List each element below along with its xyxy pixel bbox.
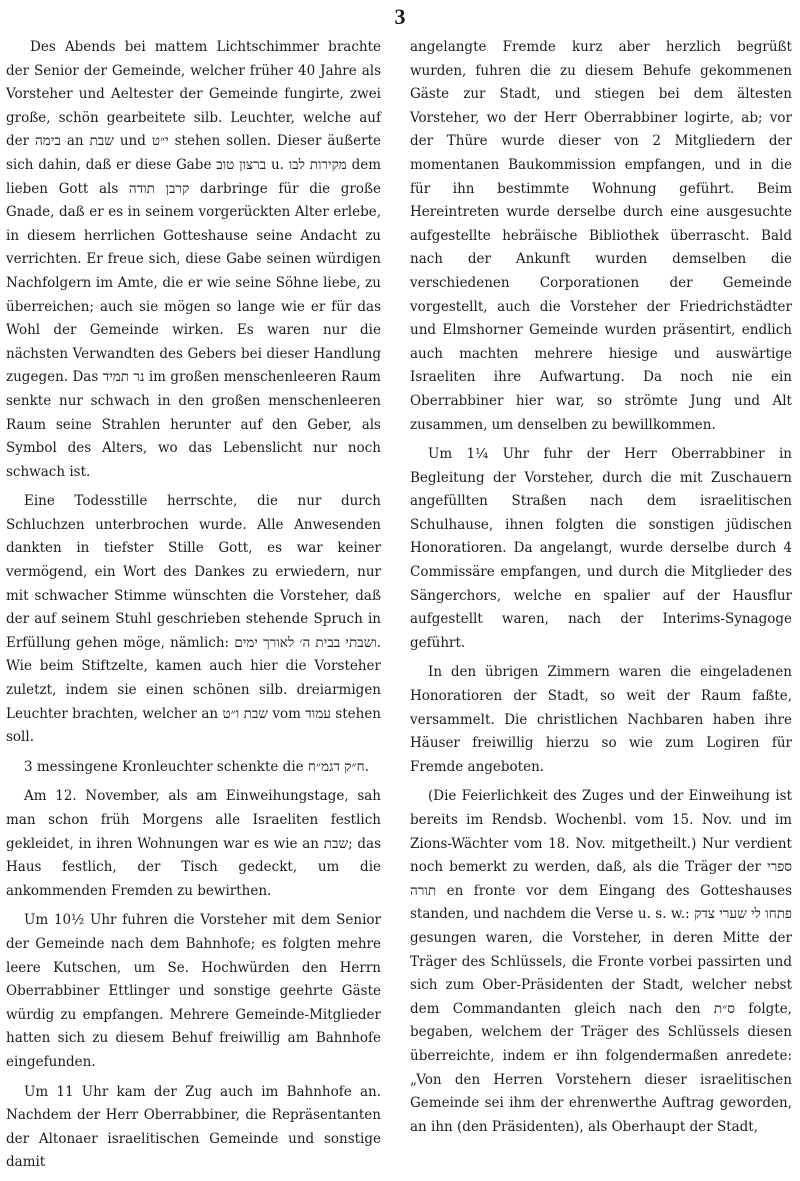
page-number: 3 (394, 4, 406, 29)
paragraph-candlesticks: Des Abends bei mattem Lichtschimmer brachte der Senior der Gemeinde, welcher früher 40 Jahre als Vorsteher und Aeltester der Gemeinde fungirte, zwei große, schön gearbeitete silb. Leuchter, welche auf der בימה an שבת und י״ט stehen sollen. Dieser äußerte sich dahin, daß er diese Gabe ברצון טוב u. מקירות לבו dem lieben Gott als קרבן תודה darbringe für die große Gnade, daß er es in seinem vorgerückten Alter erlebe, in diesem herrlichen Gotteshause seine Andacht zu verrichten. Er freue sich, diese Gabe seinen würdigen Nachfolgern im Amte, die er wie seine Söhne liebe, zu überreichen; auch sie mögen so lange wie er für das Wohl der Gemeinde wirken. Es waren nur die nächsten Verwandten des Gebers bei dieser Handlung zugegen. Das נר תמיד im großen menschenleeren Raum senkte nur schwach in den großen menschenleeren Raum seine Strahlen herunter auf den Geber, als Symbol des Alters, wo das Lebenslicht nur noch schwach ist. (6, 39, 381, 480)
left-column (6, 36, 381, 1181)
paragraph-station-departure: Um 10½ Uhr fuhren die Vorsteher mit dem Senior der Gemeinde nach dem Bahnhofe; es folgten mehre leere Kutschen, um Se. Hochwürden den Herrn Oberrabbiner Ettlinger und sonstige geehrte Gäste würdig zu empfangen. Mehrere Gemeinde-Mitglieder hatten sich zu diesem Behuf freiwillig am Bahnhofe eingefunden. (6, 912, 381, 1070)
paragraph-silence: Eine Todesstille herrschte, die nur durch Schluchzen unterbrochen wurde. Alle Anwesenden dankten in tiefster Stille Gott, es war keiner vermögend, ein Wort des Dankes zu erwiedern, nur mit schwacher Stimme wünschten die Vorsteher, daß der auf seinem Stuhl geschrieben stehende Spruch in Erfüllung gehen möge, nämlich: ושבתי בבית ה׳ לאורך ימים. Wie beim Stiftzelte, kamen auch hier die Vorsteher zuletzt, indem sie einen schönen silb. dreiarmigen Leuchter brachten, welcher an שבת ו״ט vom עמוד stehen soll. (6, 493, 381, 746)
paragraph-reception: angelangte Fremde kurz aber herzlich begrüßt wurden, fuhren die zu diesem Behufe gekommenen Gäste zur Stadt, und stiegen bei dem ältesten Vorsteher, wo der Herr Oberrabbiner logirte, ab; vor der Thüre wurde dieser von 2 Mitgliedern der momentanen Baukommission empfangen, und in die für ihn bestimmte Wohnung geführt. Beim Hereintreten wurde derselbe durch eine ausgesuchte aufgestellte hebräische Bibliothek überrascht. Bald nach der Ankunft wurden demselben die verschiedenen Corporationen der Gemeinde vorgestellt, auch die Vorsteher der Friedrichstädter und Elmshorner Gemeinde wurden präsentirt, endlich auch machten mehrere hiesige und auswärtige Israeliten ihre Aufwartung. Da noch nie ein Oberrabbiner hier war, so strömte Jung und Alt zusammen, um denselben zu bewillkommen. (410, 39, 792, 433)
paragraph-ceremony: (Die Feierlichkeit des Zuges und der Einweihung ist bereits im Rendsb. Wochenbl. vom 15. Nov. und im Zions-Wächter vom 18. Nov. mitgetheilt.) Nur verdient noch bemerkt zu werden, daß, als die Träger der ספרי תורה en fronte vor dem Eingang des Gotteshauses standen, und nachdem die Verse u. s. w.: פתחו לי שערי צדק gesungen waren, die Vorsteher, in deren Mitte der Träger des Schlüssels, die Fronte vorbei passirten und sich zum Ober-Präsidenten der Stadt, welcher nebst dem Commandanten gleich nach den ס״ת folgte, begaben, welchem der Träger des Schlüssels diesen überreichte, indem er ihn folgendermaßen anredete: „Von den Herren Vorstehern dieser israelitischen Gemeinde sei ihm der ehrenwerthe Auftrag geworden, an ihn (den Präsidenten), als Oberhaupt der Stadt, (410, 788, 792, 1135)
paragraph-dedication-day: Am 12. November, als am Einweihungstage, sah man schon früh Morgens alle Israeliten festlich gekleidet, in ihren Wohnungen war es wie an שבת; das Haus festlich, der Tisch gedeckt, um die ankommenden Fremden zu bewirthen. (6, 788, 381, 899)
paragraph-procession: Um 1¼ Uhr fuhr der Herr Oberrabbiner in Begleitung der Vorsteher, durch die mit Zuschauern angefüllten Straßen nach dem israelitischen Schulhause, ihnen folgten die sonstigen jüdischen Honoratioren. Da angelangt, wurde derselbe durch 4 Commissäre empfangen, und durch die Mitglieder des Sängerchors, welche en spalier auf der Hausflur aufgestellt waren, nach der Interims-Synagoge geführt. (410, 446, 792, 651)
paragraph-train-arrival: Um 11 Uhr kam der Zug auch im Bahnhofe an. Nachdem der Herr Oberrabbiner, die Repräsentanten der Altonaer israelitischen Gemeinde und sonstige damit (6, 1083, 381, 1171)
paragraph-honoratiores: In den übrigen Zimmern waren die eingeladenen Honoratioren der Stadt, so weit der Raum faßte, versammelt. Die christlichen Nachbaren haben ihre Häuser freiwillig hierzu so wie zum Logiren für Fremde angeboten. (410, 664, 792, 775)
paragraph-chandeliers: 3 messingene Kronleuchter schenkte die ח״ק דגמ״ח. (24, 758, 369, 775)
right-column (410, 36, 792, 1145)
